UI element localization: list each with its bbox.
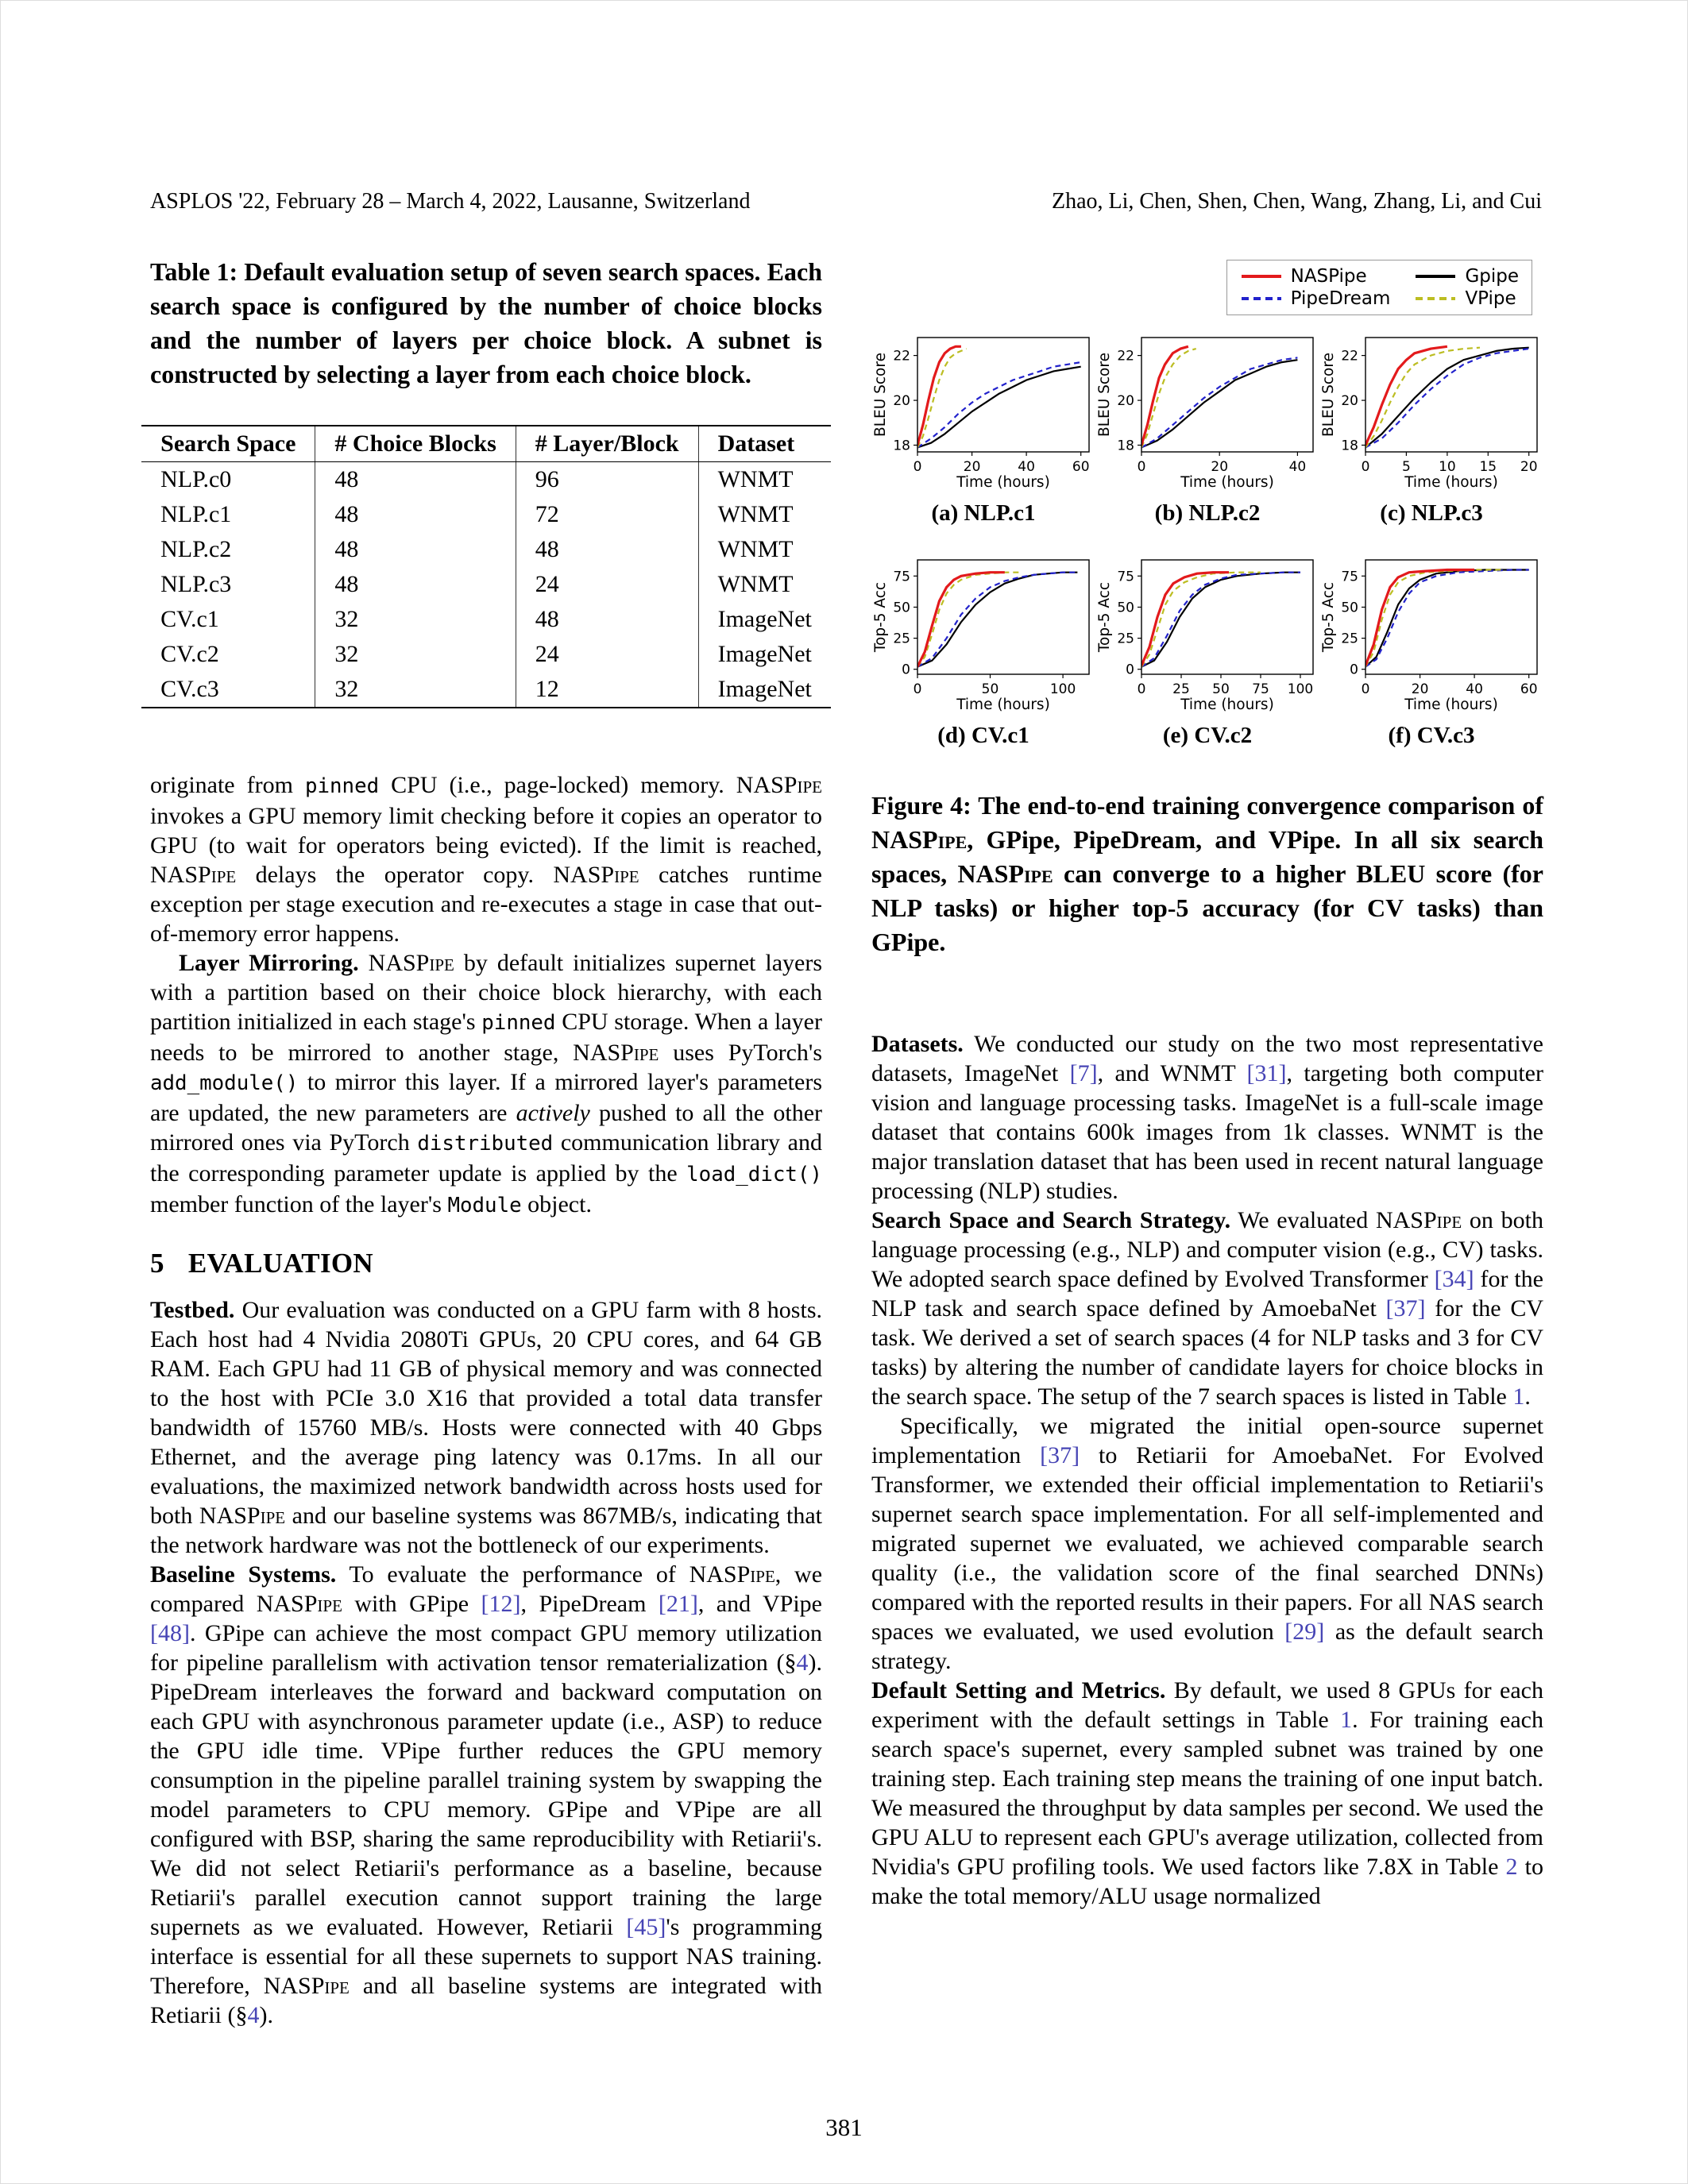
- citation-link[interactable]: [48]: [150, 1620, 190, 1646]
- table-cell: CV.c1: [160, 606, 219, 632]
- svg-text:0: 0: [1137, 681, 1146, 697]
- legend-label: Gpipe: [1465, 266, 1519, 287]
- table-header-row: [141, 426, 831, 462]
- legend-label: PipeDream: [1290, 288, 1391, 309]
- chart-cv-c1: [873, 554, 1094, 718]
- svg-text:50: 50: [981, 681, 999, 697]
- citation-link[interactable]: 2: [1505, 1854, 1518, 1880]
- section-number: 5: [150, 1248, 164, 1279]
- svg-text:100: 100: [1287, 681, 1314, 697]
- legend-label: VPipe: [1465, 288, 1516, 309]
- figure4-charts-grid: [871, 331, 1543, 776]
- legend-line-sample: [1240, 293, 1283, 304]
- legend-line-sample: [1240, 271, 1283, 282]
- section-title: EVALUATION: [187, 1248, 373, 1279]
- legend-item-pipedream: [1240, 288, 1391, 309]
- chart-nlp-c2: [1097, 331, 1318, 496]
- table-header-cell: Dataset: [698, 426, 831, 462]
- svg-text:Top-5 Acc: Top-5 Acc: [1321, 581, 1337, 653]
- svg-text:40: 40: [1288, 459, 1307, 475]
- svg-text:18: 18: [1117, 438, 1134, 454]
- figure4: [871, 260, 1543, 959]
- table-row: [141, 637, 831, 672]
- chart-subcaption-d: (d) CV.c1: [937, 723, 1029, 748]
- table-header-cell: # Layer/Block: [516, 426, 698, 462]
- left-column: [150, 255, 822, 2030]
- table-cell: 48: [315, 567, 516, 602]
- svg-text:20: 20: [1211, 459, 1229, 475]
- svg-text:15: 15: [1479, 459, 1497, 475]
- table-cell: ImageNet: [698, 637, 831, 672]
- chart-subcaption-a: (a) NLP.c1: [931, 500, 1036, 526]
- svg-text:100: 100: [1049, 681, 1076, 697]
- table-cell: NLP.c1: [160, 501, 232, 527]
- svg-text:20: 20: [1411, 681, 1429, 697]
- citation-link[interactable]: 4: [796, 1650, 809, 1676]
- table-cell: 12: [516, 672, 698, 708]
- legend-item-naspipe: [1240, 266, 1391, 287]
- svg-text:0: 0: [902, 662, 910, 678]
- table-row: [141, 602, 831, 637]
- para-datasets: Datasets. We conducted our study on the two most representative datasets, ImageNet [7], and WNMT [31], targeting both computer vision and language processing tasks. ImageNet is a full-scale image dataset that contains 600k images from 1k classes. WNMT is the major translation dataset that has been used in recent natural language processing (NLP) studies.: [871, 1031, 1543, 1204]
- chart-cv-c3: [1321, 554, 1542, 718]
- svg-text:75: 75: [1341, 569, 1358, 585]
- chart-subcaption-f: (f) CV.c3: [1388, 723, 1475, 748]
- chart-nlp-c1: [873, 331, 1094, 496]
- svg-text:BLEU Score: BLEU Score: [873, 353, 889, 437]
- chart-subcaption-c: (c) NLP.c3: [1380, 500, 1483, 526]
- svg-text:20: 20: [1520, 459, 1538, 475]
- citation-link[interactable]: 1: [1340, 1707, 1353, 1733]
- legend-line-sample: [1414, 271, 1457, 282]
- code-inline: pinned: [481, 1011, 556, 1035]
- svg-text:50: 50: [1212, 681, 1230, 697]
- table-cell: WNMT: [698, 532, 831, 567]
- table-cell: 96: [516, 462, 698, 498]
- code-inline: add_module(): [150, 1071, 299, 1095]
- svg-text:0: 0: [1137, 459, 1146, 475]
- page-number: 381: [825, 2113, 863, 2141]
- table1: [141, 425, 831, 708]
- chart-nlp-c3: [1321, 331, 1542, 496]
- svg-text:22: 22: [1341, 348, 1358, 365]
- citation-link[interactable]: 4: [247, 2002, 260, 2028]
- citation-link[interactable]: [12]: [481, 1591, 521, 1617]
- section-heading-evaluation: [150, 1248, 822, 1279]
- figure4-legend: [1226, 260, 1532, 315]
- table1-wrap: [150, 425, 822, 708]
- citation-link[interactable]: [45]: [626, 1914, 666, 1940]
- svg-text:18: 18: [1341, 438, 1358, 454]
- right-column: [871, 255, 1543, 1911]
- svg-text:0: 0: [913, 459, 922, 475]
- para-default-setting: Default Setting and Metrics. By default, we used 8 GPUs for each experiment with the default settings in Table 1. For training each search space's supernet, every sampled subnet was trained by one training step. Each training step means the training of one input batch. We measured the throughput by data samples per second. We used the GPU ALU to represent each GPU's average utilization, collected from Nvidia's GPU profiling tools. We used factors like 7.8X in Table 2 to make the total memory/ALU usage normalized: [871, 1677, 1544, 1909]
- svg-text:Time (hours): Time (hours): [1404, 696, 1498, 713]
- table-row: [141, 532, 831, 567]
- table-cell: 48: [516, 602, 698, 637]
- svg-text:10: 10: [1439, 459, 1456, 475]
- svg-text:75: 75: [1117, 569, 1134, 585]
- svg-text:20: 20: [1341, 393, 1358, 410]
- table-cell: WNMT: [698, 462, 831, 498]
- svg-text:75: 75: [893, 569, 910, 585]
- svg-text:Time (hours): Time (hours): [1180, 696, 1274, 713]
- table-row: [141, 497, 831, 532]
- table-cell: 48: [516, 532, 698, 567]
- chart-cv-c2: [1097, 554, 1318, 718]
- chart-cell-cv-c1: [871, 554, 1095, 776]
- conference-info: ASPLOS '22, February 28 – March 4, 2022, Lausanne, Switzerland: [150, 189, 751, 214]
- table-cell: NLP.c3: [160, 571, 232, 597]
- svg-text:Time (hours): Time (hours): [956, 474, 1050, 491]
- code-inline: Module: [447, 1194, 522, 1217]
- table1-body: [141, 462, 831, 708]
- chart-cell-cv-c3: [1319, 554, 1543, 776]
- table-header-cell: Search Space: [141, 426, 315, 462]
- table-row: [141, 672, 831, 708]
- svg-text:50: 50: [1117, 600, 1134, 616]
- svg-text:Top-5 Acc: Top-5 Acc: [873, 581, 889, 653]
- chart-cell-nlp-c1: [871, 331, 1095, 554]
- svg-text:50: 50: [1341, 600, 1358, 616]
- table-cell: 48: [315, 497, 516, 532]
- code-inline: load_dict(): [686, 1163, 822, 1187]
- svg-text:Top-5 Acc: Top-5 Acc: [1097, 581, 1113, 653]
- citation-link[interactable]: 1: [1512, 1383, 1525, 1410]
- chart-cell-nlp-c3: [1319, 331, 1543, 554]
- svg-text:0: 0: [1361, 681, 1370, 697]
- svg-text:18: 18: [893, 438, 910, 454]
- code-inline: distributed: [417, 1132, 554, 1156]
- legend-line-sample: [1414, 293, 1457, 304]
- svg-text:50: 50: [893, 600, 910, 616]
- table-cell: WNMT: [698, 497, 831, 532]
- svg-text:BLEU Score: BLEU Score: [1321, 353, 1337, 437]
- citation-link[interactable]: [21]: [658, 1591, 698, 1617]
- citation-link[interactable]: [37]: [1040, 1442, 1080, 1468]
- table-cell: CV.c2: [160, 641, 219, 667]
- chart-cell-cv-c2: [1095, 554, 1319, 776]
- table-cell: 48: [315, 462, 516, 498]
- table-cell: 48: [315, 532, 516, 567]
- svg-text:20: 20: [1117, 393, 1134, 410]
- svg-text:5: 5: [1401, 459, 1411, 475]
- legend-label: NASPipe: [1290, 266, 1367, 287]
- para-testbed: Testbed. Our evaluation was conducted on a GPU farm with 8 hosts. Each host had 4 Nvidia 2080Ti GPUs, 20 CPU cores, and 64 GB RAM. Each GPU had 11 GB of physical memory and was connected to the host with PCIe 3.0 X16 that provided a total data transfer bandwidth of 15760 MB/s. Hosts were connected with 40 Gbps Ethernet, and the average ping latency was 0.17ms. In all our evaluations, the maximized network bandwidth across hosts used for both NASPipe and our baseline systems was 867MB/s, indicating that the network hardware was not the bottleneck of our experiments.: [150, 1297, 822, 1558]
- table-cell: 32: [315, 637, 516, 672]
- table-cell: NLP.c2: [160, 536, 232, 562]
- svg-text:BLEU Score: BLEU Score: [1097, 353, 1113, 437]
- svg-text:60: 60: [1520, 681, 1538, 697]
- table1-head: [141, 426, 831, 462]
- table-cell: WNMT: [698, 567, 831, 602]
- para-layer-mirroring: Layer Mirroring. NASPipe by default initializes supernet layers with a partition based on their choice block hierarchy, with each partition initialized in each stage's pinned CPU storage. When a layer needs to be mirrored to another stage, NASPipe uses PyTorch's add_module() to mirror this layer. If a mirrored layer's parameters are updated, the new parameters are actively pushed to all the other mirrored ones via PyTorch distributed communication library and the corresponding parameter update is applied by the load_dict() member function of the layer's Module object.: [150, 950, 823, 1217]
- legend-item-vpipe: [1414, 288, 1519, 309]
- table-cell: CV.c3: [160, 676, 219, 702]
- svg-text:20: 20: [963, 459, 981, 475]
- author-list: Zhao, Li, Chen, Shen, Chen, Wang, Zhang, Li, and Cui: [1051, 189, 1542, 214]
- running-header: [150, 188, 1542, 215]
- svg-text:20: 20: [893, 393, 910, 410]
- citation-link[interactable]: [31]: [1246, 1060, 1287, 1086]
- table-row: [141, 567, 831, 602]
- citation-link[interactable]: [34]: [1434, 1266, 1474, 1292]
- table-cell: 32: [315, 602, 516, 637]
- svg-text:Time (hours): Time (hours): [1180, 474, 1274, 491]
- para-specifically: Specifically, we migrated the initial open-source supernet implementation [37] to Retiarii for AmoebaNet. For Evolved Transformer, we extended their official implementation to Retiarii's supernet search space implementation. For all self-implemented and migrated supernet we evaluated, we achieved comparable search quality (i.e., the validation score of the final searched DNNs) compared with the reported results in their papers. For all NAS search spaces we evaluated, we used evolution [29] as the default search strategy.: [871, 1413, 1543, 1674]
- svg-text:Time (hours): Time (hours): [956, 696, 1050, 713]
- svg-text:60: 60: [1072, 459, 1090, 475]
- code-inline: pinned: [304, 774, 380, 798]
- chart-subcaption-e: (e) CV.c2: [1162, 723, 1253, 748]
- table-cell: 72: [516, 497, 698, 532]
- table-cell: 32: [315, 672, 516, 708]
- svg-text:0: 0: [913, 681, 922, 697]
- svg-text:25: 25: [893, 631, 910, 647]
- citation-link[interactable]: [29]: [1284, 1619, 1325, 1645]
- svg-text:0: 0: [1350, 662, 1358, 678]
- citation-link[interactable]: [7]: [1069, 1060, 1098, 1086]
- svg-text:40: 40: [1466, 681, 1483, 697]
- svg-text:0: 0: [1361, 459, 1370, 475]
- svg-text:Time (hours): Time (hours): [1404, 474, 1498, 491]
- table-cell: ImageNet: [698, 672, 831, 708]
- svg-text:22: 22: [893, 348, 910, 365]
- para-search-space: Search Space and Search Strategy. We evaluated NASPipe on both language processing (e.g., NLP) and computer vision (e.g., CV) tasks. We adopted search space defined by Evolved Transformer [34] for the NLP task and search space defined by AmoebaNet [37] for the CV task. We derived a set of search spaces (4 for NLP tasks and 3 for CV tasks) by altering the number of candidate layers for choice blocks in the search space. The setup of the 7 search spaces is listed in Table 1.: [871, 1207, 1543, 1410]
- para-baseline-systems: Baseline Systems. To evaluate the performance of NASPipe, we compared NASPipe with GPipe [12], PipeDream [21], and VPipe [48]. GPipe can achieve the most compact GPU memory utilization for pipeline parallelism with activation tensor rematerialization (§4). PipeDream interleaves the forward and backward computation on each GPU with asynchronous parameter update (i.e., ASP) to reduce the GPU idle time. VPipe further reduces the GPU memory consumption in the pipeline parallel training system by swapping the model parameters to CPU memory. GPipe and VPipe are all configured with BSP, sharing the same reproducibility with Retiarii's. We did not select Retiarii's performance as a baseline, because Retiarii's parallel execution cannot support training the large supernets as we evaluated. However, Retiarii [45]'s programming interface is essential for all these supernets to support NAS training. Therefore, NASPipe and all baseline systems are integrated with Retiarii (§4).: [150, 1561, 823, 2028]
- table-row: [141, 462, 831, 498]
- chart-subcaption-b: (b) NLP.c2: [1154, 500, 1261, 526]
- table-cell: 24: [516, 637, 698, 672]
- para-continuation: originate from pinned CPU (i.e., page-locked) memory. NASPipe invokes a GPU memory limit checking before it copies an operator to GPU (to wait for operators being evicted). If the limit is reached, NASPipe delays the operator copy. NASPipe catches runtime exception per stage execution and re-executes a stage in case that out-of-memory error happens.: [150, 772, 822, 947]
- svg-text:25: 25: [1117, 631, 1134, 647]
- figure4-caption: Figure 4: The end-to-end training convergence comparison of NASPipe, GPipe, PipeDream, and VPipe. In all six search spaces, NASPipe can converge to a higher BLEU score (for NLP tasks) or higher top-5 accuracy (for CV tasks) than GPipe.: [871, 791, 1544, 956]
- svg-text:22: 22: [1117, 348, 1134, 365]
- svg-text:25: 25: [1172, 681, 1190, 697]
- svg-text:0: 0: [1126, 662, 1134, 678]
- legend-item-gpipe: [1414, 266, 1519, 287]
- table-header-cell: # Choice Blocks: [315, 426, 516, 462]
- svg-text:40: 40: [1018, 459, 1035, 475]
- table-cell: NLP.c0: [160, 466, 232, 492]
- table-cell: 24: [516, 567, 698, 602]
- citation-link[interactable]: [37]: [1385, 1295, 1426, 1322]
- svg-text:25: 25: [1341, 631, 1358, 647]
- svg-text:75: 75: [1252, 681, 1269, 697]
- table-cell: ImageNet: [698, 602, 831, 637]
- table1-caption: Table 1: Default evaluation setup of seven search spaces. Each search space is configured by the number of choice blocks and the number of layers per choice block. A subnet is constructed by selecting a layer from each choice block.: [150, 257, 822, 388]
- chart-cell-nlp-c2: [1095, 331, 1319, 554]
